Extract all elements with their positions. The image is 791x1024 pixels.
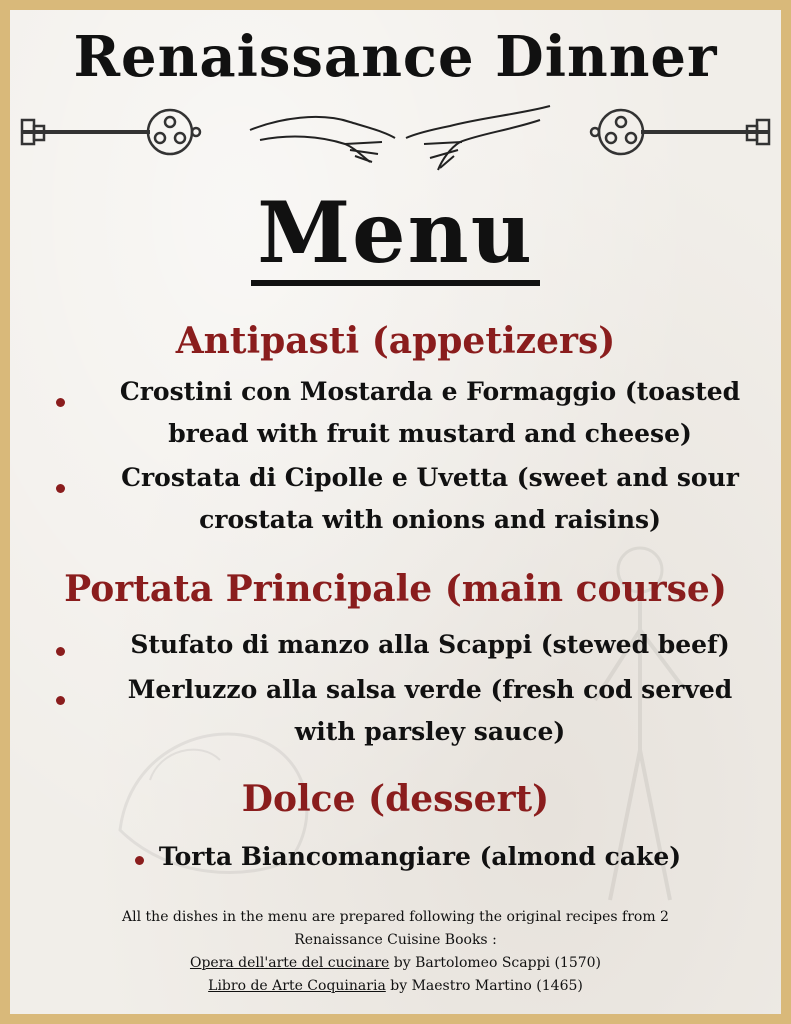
footer-line: All the dishes in the menu are prepared following the original recipes from 2 (122, 909, 669, 925)
footer-book-martino (10, 975, 781, 998)
list-item (90, 457, 770, 541)
list-item (90, 371, 770, 455)
item-line: Crostata di Cipolle e Uvetta (sweet and sour (121, 463, 739, 492)
right-key-icon (591, 110, 769, 154)
item-line: with parsley sauce) (294, 717, 566, 746)
book-title: Libro de Arte Coquinaria (208, 978, 386, 994)
book-author: by Bartolomeo Scappi (1570) (389, 955, 602, 971)
item-line: crostata with onions and raisins) (199, 505, 661, 534)
bullet-icon (56, 398, 65, 407)
menu-heading-text: Menu (251, 186, 540, 286)
footer-line: Renaissance Cuisine Books : (294, 932, 497, 948)
item-line: Merluzzo alla salsa verde (fresh cod served (127, 675, 733, 704)
menu-page (10, 10, 781, 1014)
item-line: Torta Biancomangiare (almond cake) (158, 842, 682, 871)
menu-heading (10, 183, 781, 286)
item-line: Stufato di manzo alla Scappi (stewed beef) (130, 630, 730, 659)
book-title: Opera dell'arte del cucinare (189, 955, 390, 971)
list-item (90, 669, 770, 753)
section-title-portata-principale: Portata Principale (main course) (64, 568, 727, 610)
item-line: bread with fruit mustard and cheese) (168, 419, 692, 448)
hand-left-icon (250, 117, 395, 162)
footer-note (10, 906, 781, 998)
section-title-dolce: Dolce (dessert) (241, 778, 550, 820)
left-key-icon (22, 110, 200, 154)
ornament-row (10, 100, 781, 190)
hand-right-icon (406, 106, 550, 170)
item-line: Crostini con Mostarda e Formaggio (toasted (119, 377, 741, 406)
section-title-antipasti: Antipasti (appetizers) (175, 320, 616, 362)
bullet-icon (56, 696, 65, 705)
footer-book-scappi (10, 952, 781, 975)
page-title: Renaissance Dinner (73, 24, 718, 90)
list-item (90, 624, 770, 666)
bullet-icon (56, 484, 65, 493)
list-item (140, 836, 700, 878)
book-author: by Maestro Martino (1465) (385, 978, 583, 994)
bullet-icon (56, 647, 65, 656)
